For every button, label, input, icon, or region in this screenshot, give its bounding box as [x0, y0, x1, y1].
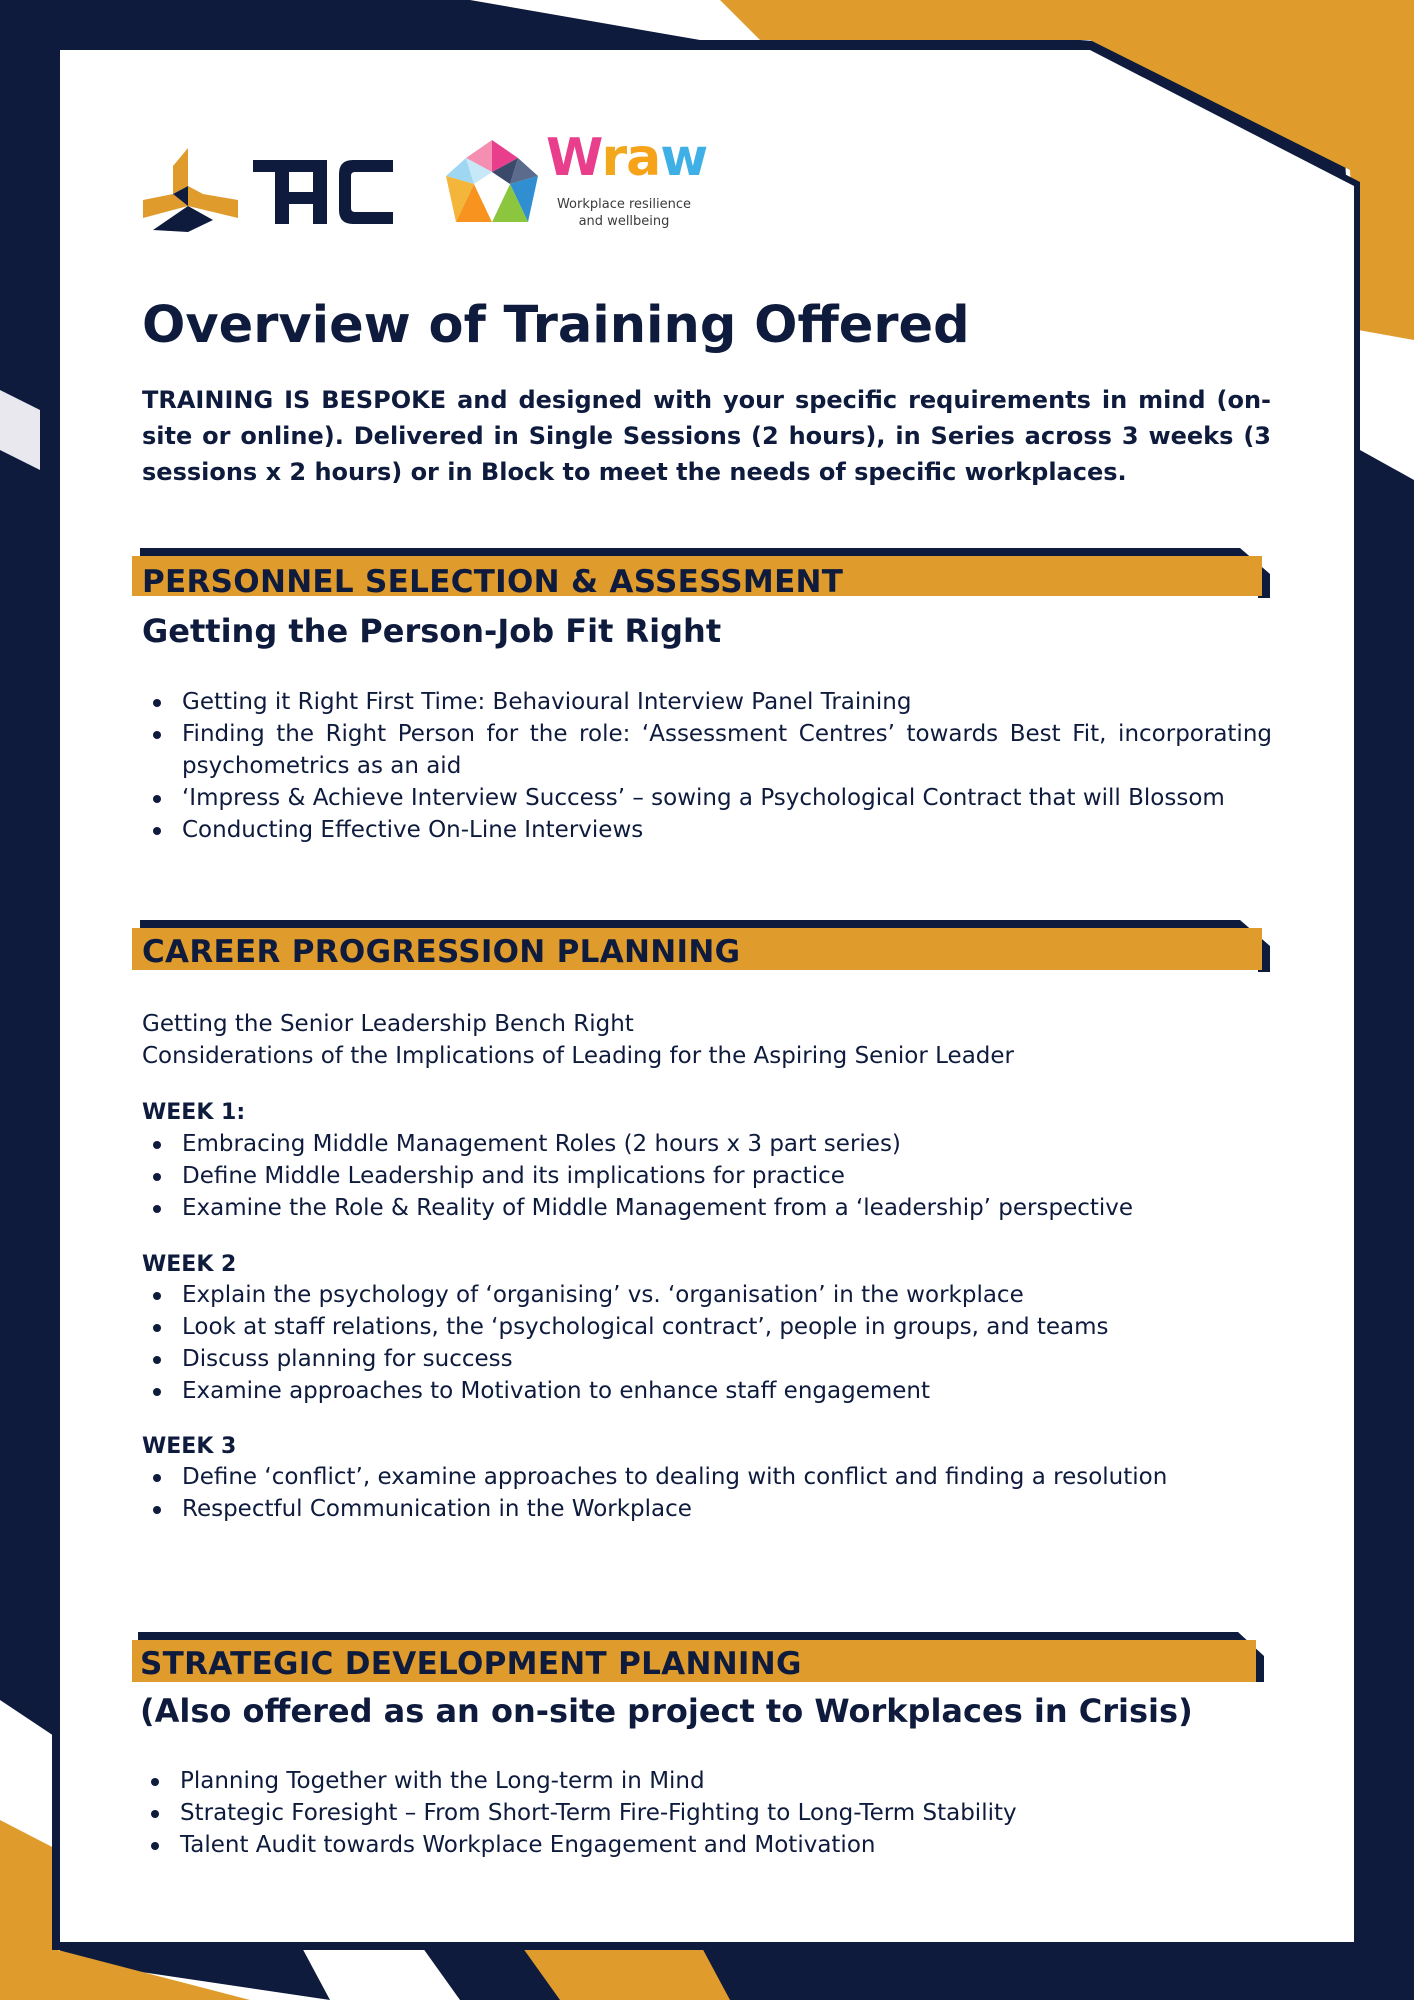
section-3-list — [140, 1765, 1270, 1861]
list-item: Define ‘conflict’, examine approaches to dealing with conflict and finding a resolution — [142, 1461, 1272, 1493]
page-title: Overview of Training Offered — [142, 296, 970, 355]
list-item: Embracing Middle Management Roles (2 hours x 3 part series) — [142, 1128, 1272, 1160]
week-3-list — [142, 1461, 1272, 1525]
wraw-logo-mark — [442, 138, 542, 234]
week-2-label: WEEK 2 — [142, 1252, 237, 1277]
wraw-tagline-line-1: Workplace resilience — [556, 197, 692, 212]
list-item: Define Middle Leadership and its implications for practice — [142, 1160, 1272, 1192]
week-1-list — [142, 1128, 1272, 1224]
list-item: Respectful Communication in the Workplace — [142, 1493, 1272, 1525]
section-2-title: CAREER PROGRESSION PLANNING — [142, 934, 741, 970]
list-item: ‘Impress & Achieve Interview Success’ – sowing a Psychological Contract that will Blossom — [142, 782, 1272, 814]
section-3-subtitle: (Also offered as an on-site project to Workplaces in Crisis) — [140, 1692, 1193, 1730]
wraw-tagline-line-2: and wellbeing — [578, 214, 670, 229]
week-3-label: WEEK 3 — [142, 1434, 237, 1459]
section-1-title: PERSONNEL SELECTION & ASSESSMENT — [142, 564, 844, 600]
section-3-title: STRATEGIC DEVELOPMENT PLANNING — [140, 1646, 802, 1682]
intro-paragraph: TRAINING IS BESPOKE and designed with your specific requirements in mind (on-site or online). Delivered in Single Sessions (2 hours), in Series across 3 weeks (3 sessions x 2 hours) or in Block to meet the needs of specific workplaces. — [142, 386, 1271, 486]
week-2-list — [142, 1279, 1272, 1407]
list-item: Planning Together with the Long-term in Mind — [140, 1765, 1270, 1797]
list-item: Examine the Role & Reality of Middle Management from a ‘leadership’ perspective — [142, 1192, 1272, 1224]
list-item: Talent Audit towards Workplace Engagement and Motivation — [140, 1829, 1270, 1861]
list-item: Strategic Foresight – From Short-Term Fire-Fighting to Long-Term Stability — [140, 1797, 1270, 1829]
list-item: Examine approaches to Motivation to enhance staff engagement — [142, 1375, 1272, 1407]
section-1-list — [142, 686, 1272, 846]
thc-logo — [143, 148, 393, 238]
list-item: Discuss planning for success — [142, 1343, 1272, 1375]
section-2-line-1: Getting the Senior Leadership Bench Right — [142, 1011, 634, 1037]
wraw-tagline — [548, 196, 700, 230]
week-1-label: WEEK 1: — [142, 1100, 246, 1125]
list-item: Look at staff relations, the ‘psychological contract’, people in groups, and teams — [142, 1311, 1272, 1343]
wraw-wordmark: Wraw — [546, 128, 708, 188]
list-item: Getting it Right First Time: Behavioural Interview Panel Training — [142, 686, 1272, 718]
list-item: Conducting Effective On-Line Interviews — [142, 814, 1272, 846]
section-1-subtitle: Getting the Person-Job Fit Right — [142, 612, 722, 650]
list-item: Finding the Right Person for the role: ‘Assessment Centres’ towards Best Fit, incorporating psychometrics as an aid — [142, 718, 1272, 782]
section-2-line-2: Considerations of the Implications of Leading for the Aspiring Senior Leader — [142, 1043, 1014, 1069]
list-item: Explain the psychology of ‘organising’ vs. ‘organisation’ in the workplace — [142, 1279, 1272, 1311]
